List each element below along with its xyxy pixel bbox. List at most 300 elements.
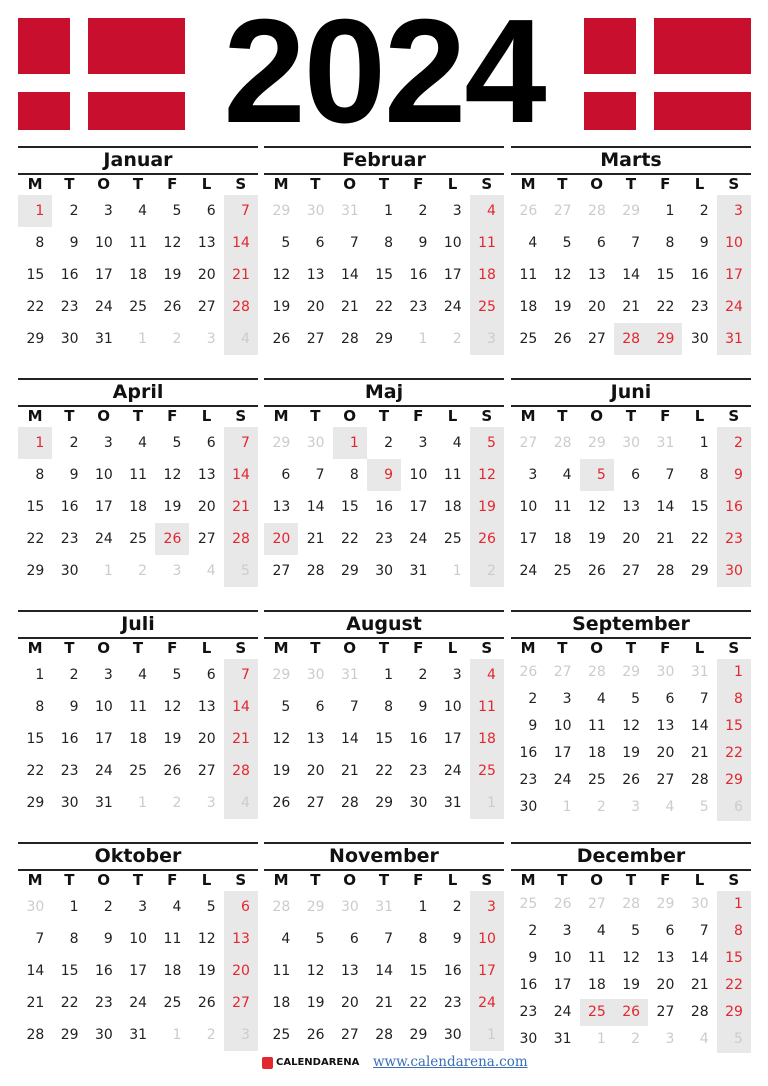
day-cell[interactable]: 7	[699, 691, 709, 707]
day-cell[interactable]: 31	[690, 664, 709, 680]
day-cell[interactable]: 12	[163, 467, 182, 483]
day-cell[interactable]: 1	[103, 563, 113, 579]
day-cell[interactable]: 31	[409, 563, 428, 579]
day-cell[interactable]: 10	[94, 235, 113, 251]
day-cell[interactable]: 14	[656, 499, 675, 515]
day-cell[interactable]: 9	[452, 931, 462, 947]
day-cell[interactable]: 26	[587, 563, 606, 579]
day-cell[interactable]: 12	[272, 731, 291, 747]
day-cell[interactable]: 7	[665, 467, 675, 483]
day-cell[interactable]: 25	[129, 531, 148, 547]
day-cell[interactable]: 17	[443, 731, 462, 747]
day-cell[interactable]: 25	[519, 331, 538, 347]
day-cell[interactable]: 30	[690, 896, 709, 912]
day-cell[interactable]: 22	[725, 745, 743, 761]
day-cell[interactable]: 2	[418, 203, 428, 219]
day-cell[interactable]: 29	[60, 1027, 79, 1043]
day-cell[interactable]: 30	[519, 799, 538, 815]
day-cell[interactable]: 23	[60, 299, 79, 315]
day-cell[interactable]: 21	[232, 499, 250, 515]
day-cell[interactable]: 23	[60, 763, 79, 779]
day-cell[interactable]: 30	[375, 563, 394, 579]
day-cell[interactable]: 21	[690, 745, 709, 761]
day-cell[interactable]: 10	[519, 499, 538, 515]
day-cell[interactable]: 28	[587, 664, 606, 680]
day-cell[interactable]: 7	[315, 467, 325, 483]
day-cell[interactable]: 31	[656, 435, 675, 451]
day-cell[interactable]: 29	[272, 667, 291, 683]
day-cell[interactable]: 29	[306, 899, 325, 915]
day-cell[interactable]: 28	[656, 563, 675, 579]
day-cell[interactable]: 3	[103, 203, 113, 219]
day-cell[interactable]: 21	[232, 731, 250, 747]
day-cell[interactable]: 13	[232, 931, 250, 947]
day-cell[interactable]: 20	[622, 531, 641, 547]
day-cell[interactable]: 20	[264, 523, 298, 555]
day-cell[interactable]: 30	[60, 563, 79, 579]
day-cell[interactable]: 21	[340, 763, 359, 779]
day-cell[interactable]: 14	[232, 699, 250, 715]
day-cell[interactable]: 23	[94, 995, 113, 1011]
day-cell[interactable]: 29	[409, 1027, 428, 1043]
day-cell[interactable]: 5	[315, 931, 325, 947]
day-cell[interactable]: 8	[35, 699, 45, 715]
day-cell[interactable]: 1	[69, 899, 79, 915]
day-cell[interactable]: 26	[163, 299, 182, 315]
day-cell[interactable]: 1	[418, 899, 428, 915]
day-cell[interactable]: 7	[241, 667, 250, 683]
day-cell[interactable]: 10	[94, 467, 113, 483]
day-cell[interactable]: 27	[519, 435, 538, 451]
day-cell[interactable]: 6	[281, 467, 291, 483]
day-cell[interactable]: 1	[384, 203, 394, 219]
day-cell[interactable]: 18	[553, 531, 572, 547]
day-cell[interactable]: 16	[443, 963, 462, 979]
day-cell[interactable]: 1	[138, 795, 148, 811]
day-cell[interactable]: 14	[340, 267, 359, 283]
day-cell[interactable]: 11	[129, 467, 148, 483]
day-cell[interactable]: 17	[478, 963, 496, 979]
day-cell[interactable]: 28	[622, 896, 641, 912]
day-cell[interactable]: 9	[528, 718, 538, 734]
day-cell[interactable]: 29	[375, 331, 394, 347]
day-cell[interactable]: 14	[232, 235, 250, 251]
day-cell[interactable]: 8	[384, 699, 394, 715]
day-cell[interactable]: 26	[163, 763, 182, 779]
day-cell[interactable]: 7	[349, 699, 359, 715]
day-cell[interactable]: 6	[631, 467, 641, 483]
day-cell[interactable]: 19	[272, 299, 291, 315]
day-cell[interactable]: 6	[734, 799, 743, 815]
day-cell[interactable]: 31	[94, 331, 113, 347]
day-cell[interactable]: 29	[587, 435, 606, 451]
day-cell[interactable]: 26	[519, 203, 538, 219]
day-cell[interactable]: 6	[349, 931, 359, 947]
day-cell[interactable]: 9	[69, 699, 79, 715]
day-cell[interactable]: 10	[94, 699, 113, 715]
day-cell[interactable]: 23	[519, 772, 538, 788]
day-cell[interactable]: 3	[103, 667, 113, 683]
day-cell[interactable]: 15	[725, 718, 743, 734]
day-cell[interactable]: 30	[60, 331, 79, 347]
day-cell[interactable]: 1	[333, 427, 367, 459]
day-cell[interactable]: 3	[734, 203, 743, 219]
day-cell[interactable]: 30	[656, 664, 675, 680]
day-cell[interactable]: 29	[375, 795, 394, 811]
day-cell[interactable]: 3	[487, 331, 496, 347]
day-cell[interactable]: 20	[587, 299, 606, 315]
day-cell[interactable]: 17	[443, 267, 462, 283]
day-cell[interactable]: 5	[172, 203, 182, 219]
day-cell[interactable]: 13	[197, 699, 216, 715]
day-cell[interactable]: 28	[232, 531, 250, 547]
day-cell[interactable]: 15	[26, 731, 45, 747]
day-cell[interactable]: 10	[443, 699, 462, 715]
day-cell[interactable]: 27	[232, 995, 250, 1011]
day-cell[interactable]: 24	[94, 531, 113, 547]
day-cell[interactable]: 10	[409, 467, 428, 483]
day-cell[interactable]: 28	[232, 763, 250, 779]
day-cell[interactable]: 25	[553, 563, 572, 579]
day-cell[interactable]: 24	[129, 995, 148, 1011]
day-cell[interactable]: 5	[562, 235, 572, 251]
day-cell[interactable]: 3	[487, 899, 496, 915]
day-cell[interactable]: 6	[241, 899, 250, 915]
day-cell[interactable]: 19	[163, 499, 182, 515]
day-cell[interactable]: 15	[656, 267, 675, 283]
day-cell[interactable]: 2	[418, 667, 428, 683]
day-cell[interactable]: 8	[384, 235, 394, 251]
day-cell[interactable]: 9	[103, 931, 113, 947]
day-cell[interactable]: 2	[172, 795, 182, 811]
day-cell[interactable]: 2	[103, 899, 113, 915]
day-cell[interactable]: 9	[734, 467, 743, 483]
day-cell[interactable]: 30	[306, 435, 325, 451]
day-cell[interactable]: 11	[478, 235, 496, 251]
day-cell[interactable]: 16	[519, 745, 538, 761]
day-cell[interactable]: 30	[306, 667, 325, 683]
day-cell[interactable]: 30	[622, 435, 641, 451]
day-cell[interactable]: 1	[487, 1027, 496, 1043]
day-cell[interactable]: 17	[553, 745, 572, 761]
day-cell[interactable]: 4	[241, 795, 250, 811]
day-cell[interactable]: 2	[596, 799, 606, 815]
day-cell[interactable]: 16	[690, 267, 709, 283]
day-cell[interactable]: 28	[690, 1004, 709, 1020]
day-cell[interactable]: 22	[656, 299, 675, 315]
day-cell[interactable]: 2	[487, 563, 496, 579]
day-cell[interactable]: 12	[163, 699, 182, 715]
day-cell[interactable]: 15	[340, 499, 359, 515]
day-cell[interactable]: 24	[94, 299, 113, 315]
day-cell[interactable]: 25	[580, 999, 614, 1026]
day-cell[interactable]: 27	[197, 763, 216, 779]
day-cell[interactable]: 13	[340, 963, 359, 979]
day-cell[interactable]: 23	[375, 531, 394, 547]
day-cell[interactable]: 1	[172, 1027, 182, 1043]
day-cell[interactable]: 1	[665, 203, 675, 219]
day-cell[interactable]: 4	[665, 799, 675, 815]
day-cell[interactable]: 2	[631, 1031, 641, 1047]
day-cell[interactable]: 22	[725, 977, 743, 993]
day-cell[interactable]: 29	[340, 563, 359, 579]
day-cell[interactable]: 27	[340, 1027, 359, 1043]
day-cell[interactable]: 3	[206, 795, 216, 811]
day-cell[interactable]: 21	[26, 995, 45, 1011]
day-cell[interactable]: 30	[340, 899, 359, 915]
day-cell[interactable]: 14	[375, 963, 394, 979]
day-cell[interactable]: 5	[487, 435, 496, 451]
day-cell[interactable]: 1	[734, 664, 743, 680]
day-cell[interactable]: 30	[519, 1031, 538, 1047]
day-cell[interactable]: 4	[281, 931, 291, 947]
day-cell[interactable]: 22	[340, 531, 359, 547]
day-cell[interactable]: 18	[272, 995, 291, 1011]
day-cell[interactable]: 15	[375, 267, 394, 283]
day-cell[interactable]: 31	[340, 203, 359, 219]
day-cell[interactable]: 4	[206, 563, 216, 579]
day-cell[interactable]: 12	[197, 931, 216, 947]
day-cell[interactable]: 21	[340, 299, 359, 315]
day-cell[interactable]: 31	[340, 667, 359, 683]
day-cell[interactable]: 29	[656, 896, 675, 912]
day-cell[interactable]: 8	[418, 931, 428, 947]
day-cell[interactable]: 20	[232, 963, 250, 979]
day-cell[interactable]: 11	[519, 267, 538, 283]
day-cell[interactable]: 15	[690, 499, 709, 515]
day-cell[interactable]: 28	[306, 563, 325, 579]
day-cell[interactable]: 3	[241, 1027, 250, 1043]
day-cell[interactable]: 12	[587, 499, 606, 515]
day-cell[interactable]: 12	[553, 267, 572, 283]
day-cell[interactable]: 2	[138, 563, 148, 579]
day-cell[interactable]: 21	[232, 267, 250, 283]
day-cell[interactable]: 16	[725, 499, 743, 515]
day-cell[interactable]: 21	[306, 531, 325, 547]
day-cell[interactable]: 16	[409, 267, 428, 283]
day-cell[interactable]: 29	[622, 664, 641, 680]
day-cell[interactable]: 31	[725, 331, 743, 347]
day-cell[interactable]: 22	[375, 763, 394, 779]
day-cell[interactable]: 19	[553, 299, 572, 315]
day-cell[interactable]: 27	[553, 664, 572, 680]
day-cell[interactable]: 1	[18, 195, 52, 227]
day-cell[interactable]: 2	[206, 1027, 216, 1043]
day-cell[interactable]: 30	[94, 1027, 113, 1043]
day-cell[interactable]: 11	[129, 699, 148, 715]
day-cell[interactable]: 15	[409, 963, 428, 979]
day-cell[interactable]: 22	[690, 531, 709, 547]
day-cell[interactable]: 20	[340, 995, 359, 1011]
day-cell[interactable]: 12	[272, 267, 291, 283]
day-cell[interactable]: 16	[519, 977, 538, 993]
day-cell[interactable]: 7	[631, 235, 641, 251]
day-cell[interactable]: 20	[306, 299, 325, 315]
day-cell[interactable]: 21	[622, 299, 641, 315]
day-cell[interactable]: 31	[94, 795, 113, 811]
day-cell[interactable]: 12	[622, 718, 641, 734]
day-cell[interactable]: 26	[155, 523, 189, 555]
day-cell[interactable]: 30	[443, 1027, 462, 1043]
day-cell[interactable]: 23	[725, 531, 743, 547]
day-cell[interactable]: 5	[699, 799, 709, 815]
day-cell[interactable]: 11	[129, 235, 148, 251]
day-cell[interactable]: 27	[553, 203, 572, 219]
day-cell[interactable]: 5	[241, 563, 250, 579]
day-cell[interactable]: 8	[665, 235, 675, 251]
day-cell[interactable]: 5	[206, 899, 216, 915]
day-cell[interactable]: 16	[375, 499, 394, 515]
day-cell[interactable]: 27	[587, 331, 606, 347]
day-cell[interactable]: 17	[94, 499, 113, 515]
day-cell[interactable]: 1	[734, 896, 743, 912]
day-cell[interactable]: 24	[443, 763, 462, 779]
day-cell[interactable]: 6	[206, 667, 216, 683]
day-cell[interactable]: 1	[452, 563, 462, 579]
day-cell[interactable]: 11	[443, 467, 462, 483]
day-cell[interactable]: 15	[26, 267, 45, 283]
day-cell[interactable]: 26	[272, 795, 291, 811]
day-cell[interactable]: 7	[241, 435, 250, 451]
day-cell[interactable]: 11	[163, 931, 182, 947]
day-cell[interactable]: 16	[94, 963, 113, 979]
day-cell[interactable]: 15	[26, 499, 45, 515]
day-cell[interactable]: 17	[725, 267, 743, 283]
day-cell[interactable]: 18	[587, 977, 606, 993]
day-cell[interactable]: 18	[129, 499, 148, 515]
day-cell[interactable]: 13	[272, 499, 291, 515]
day-cell[interactable]: 17	[409, 499, 428, 515]
day-cell[interactable]: 16	[60, 267, 79, 283]
day-cell[interactable]: 31	[129, 1027, 148, 1043]
day-cell[interactable]: 24	[519, 563, 538, 579]
day-cell[interactable]: 7	[35, 931, 45, 947]
day-cell[interactable]: 3	[452, 203, 462, 219]
day-cell[interactable]: 21	[656, 531, 675, 547]
day-cell[interactable]: 6	[315, 235, 325, 251]
day-cell[interactable]: 5	[281, 235, 291, 251]
day-cell[interactable]: 23	[60, 531, 79, 547]
day-cell[interactable]: 11	[478, 699, 496, 715]
day-cell[interactable]: 24	[553, 1004, 572, 1020]
day-cell[interactable]: 15	[375, 731, 394, 747]
day-cell[interactable]: 25	[272, 1027, 291, 1043]
day-cell[interactable]: 5	[631, 923, 641, 939]
day-cell[interactable]: 3	[562, 923, 572, 939]
day-cell[interactable]: 20	[656, 977, 675, 993]
day-cell[interactable]: 30	[60, 795, 79, 811]
day-cell[interactable]: 29	[622, 203, 641, 219]
day-cell[interactable]: 4	[596, 691, 606, 707]
day-cell[interactable]: 23	[519, 1004, 538, 1020]
day-cell[interactable]: 27	[656, 1004, 675, 1020]
day-cell[interactable]: 24	[409, 531, 428, 547]
day-cell[interactable]: 1	[384, 667, 394, 683]
day-cell[interactable]: 26	[519, 664, 538, 680]
day-cell[interactable]: 14	[306, 499, 325, 515]
day-cell[interactable]: 18	[443, 499, 462, 515]
day-cell[interactable]: 24	[443, 299, 462, 315]
day-cell[interactable]: 19	[163, 731, 182, 747]
day-cell[interactable]: 28	[340, 795, 359, 811]
day-cell[interactable]: 15	[725, 950, 743, 966]
day-cell[interactable]: 3	[103, 435, 113, 451]
day-cell[interactable]: 6	[206, 435, 216, 451]
day-cell[interactable]: 19	[622, 745, 641, 761]
day-cell[interactable]: 25	[478, 763, 496, 779]
day-cell[interactable]: 25	[129, 763, 148, 779]
day-cell[interactable]: 7	[349, 235, 359, 251]
day-cell[interactable]: 1	[35, 667, 45, 683]
day-cell[interactable]: 18	[478, 731, 496, 747]
day-cell[interactable]: 11	[553, 499, 572, 515]
day-cell[interactable]: 22	[409, 995, 428, 1011]
day-cell[interactable]: 19	[272, 763, 291, 779]
day-cell[interactable]: 9	[418, 699, 428, 715]
day-cell[interactable]: 11	[587, 718, 606, 734]
day-cell[interactable]: 4	[138, 203, 148, 219]
day-cell[interactable]: 1	[562, 799, 572, 815]
day-cell[interactable]: 12	[163, 235, 182, 251]
day-cell[interactable]: 25	[519, 896, 538, 912]
day-cell[interactable]: 2	[452, 331, 462, 347]
day-cell[interactable]: 17	[519, 531, 538, 547]
day-cell[interactable]: 9	[69, 235, 79, 251]
day-cell[interactable]: 25	[129, 299, 148, 315]
day-cell[interactable]: 20	[197, 267, 216, 283]
day-cell[interactable]: 18	[519, 299, 538, 315]
day-cell[interactable]: 27	[197, 299, 216, 315]
day-cell[interactable]: 14	[340, 731, 359, 747]
day-cell[interactable]: 14	[690, 950, 709, 966]
day-cell[interactable]: 28	[232, 299, 250, 315]
day-cell[interactable]: 22	[60, 995, 79, 1011]
day-cell[interactable]: 17	[94, 731, 113, 747]
day-cell[interactable]: 4	[596, 923, 606, 939]
day-cell[interactable]: 22	[26, 299, 45, 315]
day-cell[interactable]: 3	[418, 435, 428, 451]
day-cell[interactable]: 23	[690, 299, 709, 315]
day-cell[interactable]: 8	[69, 931, 79, 947]
day-cell[interactable]: 23	[443, 995, 462, 1011]
day-cell[interactable]: 13	[656, 718, 675, 734]
day-cell[interactable]: 11	[587, 950, 606, 966]
day-cell[interactable]: 17	[94, 267, 113, 283]
day-cell[interactable]: 8	[734, 923, 743, 939]
day-cell[interactable]: 8	[734, 691, 743, 707]
day-cell[interactable]: 13	[587, 267, 606, 283]
day-cell[interactable]: 3	[172, 563, 182, 579]
day-cell[interactable]: 29	[690, 563, 709, 579]
day-cell[interactable]: 30	[306, 203, 325, 219]
day-cell[interactable]: 22	[26, 531, 45, 547]
day-cell[interactable]: 20	[656, 745, 675, 761]
day-cell[interactable]: 11	[272, 963, 291, 979]
day-cell[interactable]: 14	[690, 718, 709, 734]
day-cell[interactable]: 10	[129, 931, 148, 947]
day-cell[interactable]: 4	[138, 435, 148, 451]
day-cell[interactable]: 5	[172, 435, 182, 451]
day-cell[interactable]: 28	[375, 1027, 394, 1043]
day-cell[interactable]: 2	[699, 203, 709, 219]
day-cell[interactable]: 21	[375, 995, 394, 1011]
day-cell[interactable]: 28	[553, 435, 572, 451]
day-cell[interactable]: 5	[281, 699, 291, 715]
day-cell[interactable]: 28	[614, 323, 648, 355]
day-cell[interactable]: 1	[138, 331, 148, 347]
day-cell[interactable]: 16	[409, 731, 428, 747]
day-cell[interactable]: 8	[699, 467, 709, 483]
